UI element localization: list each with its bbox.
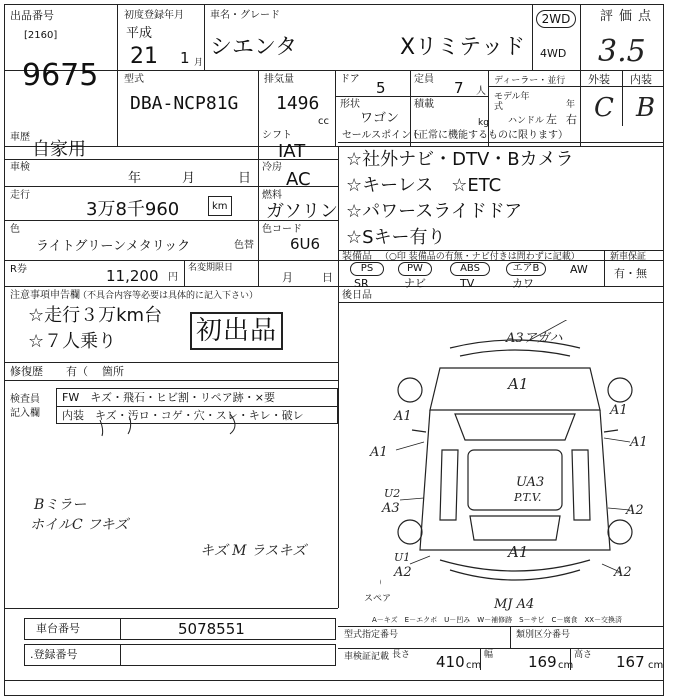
row-divider <box>338 142 664 143</box>
exterior-grade: C <box>594 93 614 123</box>
warranty-label: 車検証記載 <box>344 652 390 662</box>
spare-label: スペア <box>364 594 392 604</box>
fuel-value: ガソリン <box>266 201 338 222</box>
usage-label: 車歴 <box>10 132 30 143</box>
lot-label: 出品番号 <box>10 9 54 22</box>
car-grade: Xリミテッド <box>400 35 526 60</box>
load-unit: kg <box>478 118 489 128</box>
new-warranty-label: 新車保証 <box>610 252 647 262</box>
length-unit: cm <box>466 660 482 671</box>
displacement-label: 排気量 <box>264 74 294 85</box>
equip-tv: TV <box>460 277 475 290</box>
capacity-label: 定員 <box>414 74 434 85</box>
row-divider <box>338 626 664 627</box>
capacity-value: 7 <box>454 79 464 97</box>
col-divider <box>335 70 336 146</box>
equipment-note: （○印 装備品の有無・ナビ付きは問わずに記載） <box>380 252 580 262</box>
row-divider <box>338 648 664 649</box>
damage-mark-bumper: MJ A4 <box>494 597 535 612</box>
mileage-value: 3万8千960 <box>86 199 180 220</box>
doors-value: 5 <box>376 79 386 97</box>
inspector-scribbles <box>80 400 280 440</box>
new-warranty-value: 有・無 <box>614 267 647 280</box>
interior-grade: B <box>636 93 656 123</box>
first-reg-label: 初度登録年月 <box>124 10 184 21</box>
model-year-label: モデル年式 <box>494 92 530 112</box>
col-divider <box>604 250 605 286</box>
equip-chip-abs: ABS <box>450 262 490 276</box>
damage-mark-left-front: A1 <box>370 445 388 460</box>
row-divider <box>580 86 664 87</box>
col-divider <box>480 648 481 670</box>
damage-mark-front: A3アガハ <box>506 331 563 346</box>
shift-value: IAT <box>278 141 306 162</box>
row-divider <box>4 680 664 681</box>
selling-line-4: ☆Sキー有り <box>346 227 446 248</box>
after-label: 後日品 <box>342 290 372 301</box>
dealer-label: ディーラー・並行 <box>494 76 566 86</box>
selling-label: セールスポイント <box>342 130 422 141</box>
ac-value: AC <box>286 169 311 190</box>
doors-label: ドア <box>340 74 360 85</box>
inspection-day: 日 <box>238 171 252 186</box>
damage-mark-roof-note: P.T.V. <box>514 491 542 504</box>
damage-mark-right-front: A1 <box>630 435 648 450</box>
recycle-value: 11,200 <box>106 267 159 285</box>
load-label: 積載 <box>414 99 434 110</box>
handle-label: ハンドル <box>508 116 545 126</box>
color-code-label: 色コード <box>262 224 302 235</box>
damage-mark-right-top: A1 <box>610 403 628 418</box>
row-divider <box>338 250 664 251</box>
capacity-unit: 人 <box>476 86 486 97</box>
reg-month-unit: 月 <box>194 58 204 68</box>
body-label: 形状 <box>340 99 360 110</box>
row-divider <box>4 362 338 363</box>
shift-label: シフト <box>262 130 292 141</box>
lot-sub: [2160] <box>24 30 58 41</box>
inspector-label: 検査員 <box>10 394 40 405</box>
notes-label: 注意事項申告欄 <box>10 290 80 301</box>
row-divider <box>338 302 664 303</box>
handle-right: 右 <box>566 113 577 126</box>
col-divider <box>117 4 118 146</box>
interior-label: 内装 <box>630 73 652 86</box>
era: 平成 <box>126 26 153 41</box>
equip-aw: AW <box>570 263 588 276</box>
name-label: 車名・グレード <box>210 10 280 21</box>
damage-mark-right-rear: A2 <box>626 503 644 518</box>
handle-left: 左 <box>546 113 557 126</box>
damage-mark-roof: UA3 <box>516 475 545 490</box>
repair-label: 修復歴 <box>10 365 43 378</box>
inspector-hand-3: キズ M ラスキズ <box>200 543 307 559</box>
color-label: 色 <box>10 224 20 235</box>
damage-mark-left-top: A1 <box>394 409 412 424</box>
notes-sub: （不具合内容等必要は具体的に記入下さい） <box>78 291 259 301</box>
equip-sr: SR <box>354 277 369 290</box>
row-divider <box>335 96 488 97</box>
mileage-label: 走行 <box>10 190 30 201</box>
col-divider <box>120 618 121 640</box>
damage-mark-rear-right: A2 <box>614 565 632 580</box>
equip-chip-ps: PS <box>350 262 384 276</box>
damage-mark-left-u2: U2 <box>384 487 401 500</box>
recycle-unit: 円 <box>168 272 178 283</box>
selling-line-2: ☆キーレス ☆ETC <box>346 175 502 196</box>
inspection-month: 月 <box>182 171 196 186</box>
chassis-label: 車台番号 <box>36 622 80 635</box>
notes-line-1: ☆走行３万km台 <box>28 305 163 326</box>
score-label: 評価点 <box>600 9 658 24</box>
inspector-label-2: 記入欄 <box>10 408 40 419</box>
equipment-label: 装備品 <box>342 251 372 262</box>
model-value: DBA-NCP81G <box>130 93 239 114</box>
inspection-year: 年 <box>128 171 142 186</box>
col-divider <box>120 644 121 666</box>
chassis-value: 5078551 <box>178 620 245 638</box>
width-value: 169 <box>528 653 557 671</box>
cc-unit: cc <box>318 116 329 127</box>
col-divider <box>622 70 623 126</box>
km-unit: km <box>212 201 228 212</box>
height-value: 167 <box>616 653 645 671</box>
usage-value: 自家用 <box>32 139 86 160</box>
drive-4wd: 4WD <box>540 47 567 60</box>
height-label: 高さ <box>574 650 593 660</box>
deadline-day: 日 <box>322 271 333 284</box>
year-unit: 年 <box>566 100 576 110</box>
ac-label: 冷房 <box>262 162 282 173</box>
drive-2wd-chip: 2WD <box>536 10 576 28</box>
col-divider <box>510 626 511 648</box>
inspector-hand-2: ホイルC フキズ <box>30 517 129 533</box>
width-label: 幅 <box>484 650 494 660</box>
col-divider <box>580 4 581 146</box>
row-divider <box>4 608 338 609</box>
length-value: 410 <box>436 653 465 671</box>
recycle-label: R券 <box>10 264 27 275</box>
color-value: ライトグリーンメタリック <box>36 239 191 254</box>
selling-line-3: ☆パワースライドドア <box>346 201 523 222</box>
inspector-row-1: FW キズ・飛石・ヒビ割・リペア跡・×要 <box>62 391 275 404</box>
equip-chip-airbag: エアB <box>506 262 546 276</box>
selling-line-1: ☆社外ナビ・DTV・Bカメラ <box>346 149 574 170</box>
col-divider <box>258 70 259 146</box>
score-value: 3.5 <box>598 34 646 69</box>
equip-navi: ナビ <box>404 277 426 290</box>
col-divider <box>204 4 205 70</box>
col-divider <box>338 286 339 608</box>
damage-mark-left-a3: A3 <box>382 501 400 516</box>
equip-leather: カワ <box>512 277 534 290</box>
displacement-value: 1496 <box>276 93 320 114</box>
row-divider <box>488 86 580 87</box>
inspector-hand-1: Bミラー <box>34 497 87 513</box>
selling-note: （正常に機能するものに限ります） <box>408 130 568 141</box>
row-divider <box>4 286 664 287</box>
car-diagram <box>380 320 650 610</box>
type-label: 型式指定番号 <box>344 630 399 640</box>
damage-mark-hood: A1 <box>508 375 529 393</box>
inspector-row-2: 内装 キズ・汚ロ・コゲ・穴・スレ・キレ・破レ <box>62 409 304 422</box>
notes-line-2: ☆７人乗り <box>28 331 117 352</box>
row-divider <box>4 380 338 381</box>
reg-label: .登録番号 <box>30 648 78 661</box>
category-label: 類別区分番号 <box>516 630 571 640</box>
first-listing-stamp: 初出品 <box>190 312 283 350</box>
inspection-label: 車検 <box>10 162 30 173</box>
damage-legend: A－キズ E－エクボ U－凹み W－補修跡 S－サビ C－腐食 XX－交換済 <box>372 616 623 624</box>
col-divider <box>184 260 185 286</box>
deadline-month: 月 <box>282 271 293 284</box>
repair-value: 有（ <box>66 365 88 378</box>
reg-month: 1 <box>180 49 190 67</box>
col-divider <box>338 146 339 286</box>
col-divider <box>570 648 571 670</box>
damage-mark-trunk: A1 <box>508 543 529 561</box>
length-label: 長さ <box>392 650 411 660</box>
color-code: 6U6 <box>290 235 321 253</box>
row-divider <box>4 70 664 71</box>
exterior-label: 外装 <box>588 73 610 86</box>
row-divider <box>4 146 664 147</box>
equip-chip-pw: PW <box>398 262 432 276</box>
col-divider <box>532 4 533 70</box>
lot-number: 9675 <box>22 58 99 93</box>
model-label: 型式 <box>124 74 144 85</box>
reg-year: 21 <box>130 44 158 69</box>
damage-mark-rear-a2: A2 <box>394 565 412 580</box>
fuel-label: 燃料 <box>262 190 282 201</box>
body-value: ワゴン <box>360 111 400 126</box>
col-divider <box>258 146 259 286</box>
repair-end: 箇所 <box>102 365 124 378</box>
width-unit: cm <box>558 660 574 671</box>
car-name: シエンタ <box>210 35 298 60</box>
height-unit: cm <box>648 660 664 671</box>
color-swap-label: 色替 <box>234 240 254 251</box>
deadline-label: 名変期限日 <box>188 263 234 273</box>
damage-mark-rear-u1: U1 <box>394 551 411 564</box>
